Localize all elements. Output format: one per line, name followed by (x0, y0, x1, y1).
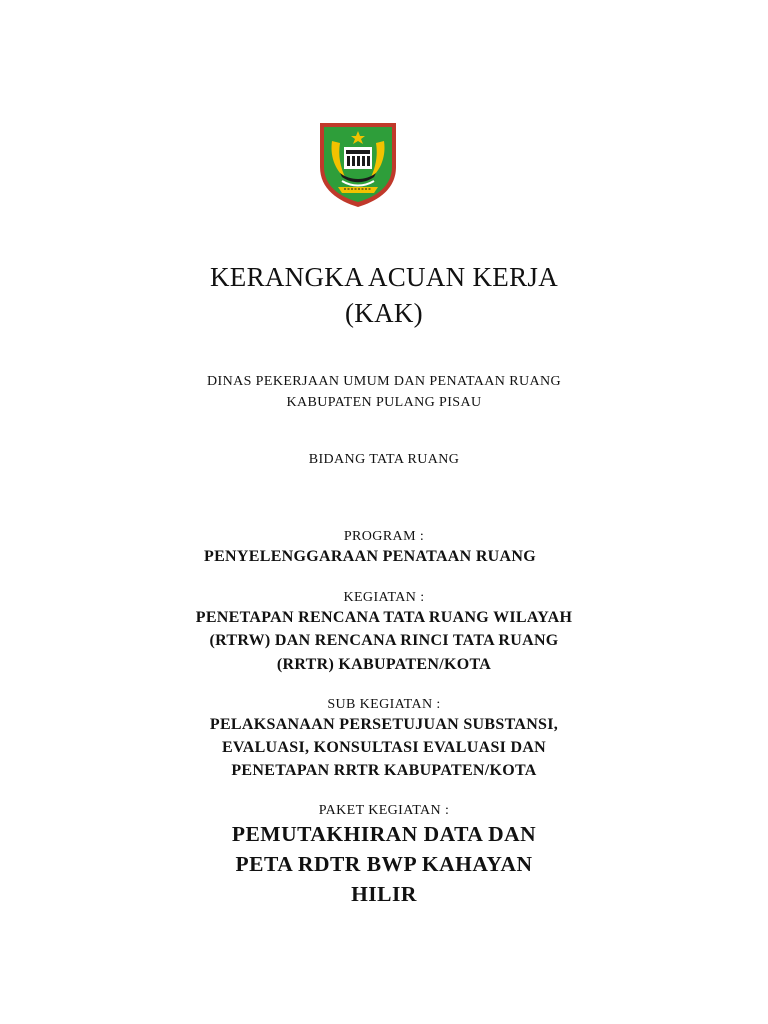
program-value: PENYELENGGARAAN PENATAAN RUANG (204, 548, 536, 565)
division-name: BIDANG TATA RUANG (308, 452, 460, 467)
program-label: PROGRAM : (343, 529, 425, 544)
agency-name-line-1: DINAS PEKERJAAN UMUM DAN PENATAAN RUANG (207, 374, 561, 389)
kegiatan-label: KEGIATAN : (343, 590, 425, 605)
paket-kegiatan-line-3: HILIR (351, 882, 417, 906)
kegiatan-line-1: PENETAPAN RENCANA TATA RUANG WILAYAH (195, 609, 573, 626)
document-title-line-1: KERANGKA ACUAN KERJA (209, 262, 559, 292)
regency-coat-of-arms-icon (318, 121, 398, 209)
sub-kegiatan-line-3: PENETAPAN RRTR KABUPATEN/KOTA (231, 762, 537, 779)
paket-kegiatan-label: PAKET KEGIATAN : (318, 803, 450, 818)
sub-kegiatan-label: SUB KEGIATAN : (327, 697, 441, 712)
agency-name-line-2: KABUPATEN PULANG PISAU (286, 395, 482, 410)
sub-kegiatan-line-1: PELAKSANAAN PERSETUJUAN SUBSTANSI, (209, 716, 559, 733)
kegiatan-line-2: (RTRW) DAN RENCANA RINCI TATA RUANG (209, 632, 559, 649)
sub-kegiatan-line-2: EVALUASI, KONSULTASI EVALUASI DAN (221, 739, 547, 756)
document-title-line-2: (KAK) (345, 298, 423, 328)
kegiatan-line-3: (RRTR) KABUPATEN/KOTA (276, 656, 492, 673)
paket-kegiatan-line-1: PEMUTAKHIRAN DATA DAN (231, 822, 537, 846)
paket-kegiatan-line-2: PETA RDTR BWP KAHAYAN (235, 852, 533, 876)
